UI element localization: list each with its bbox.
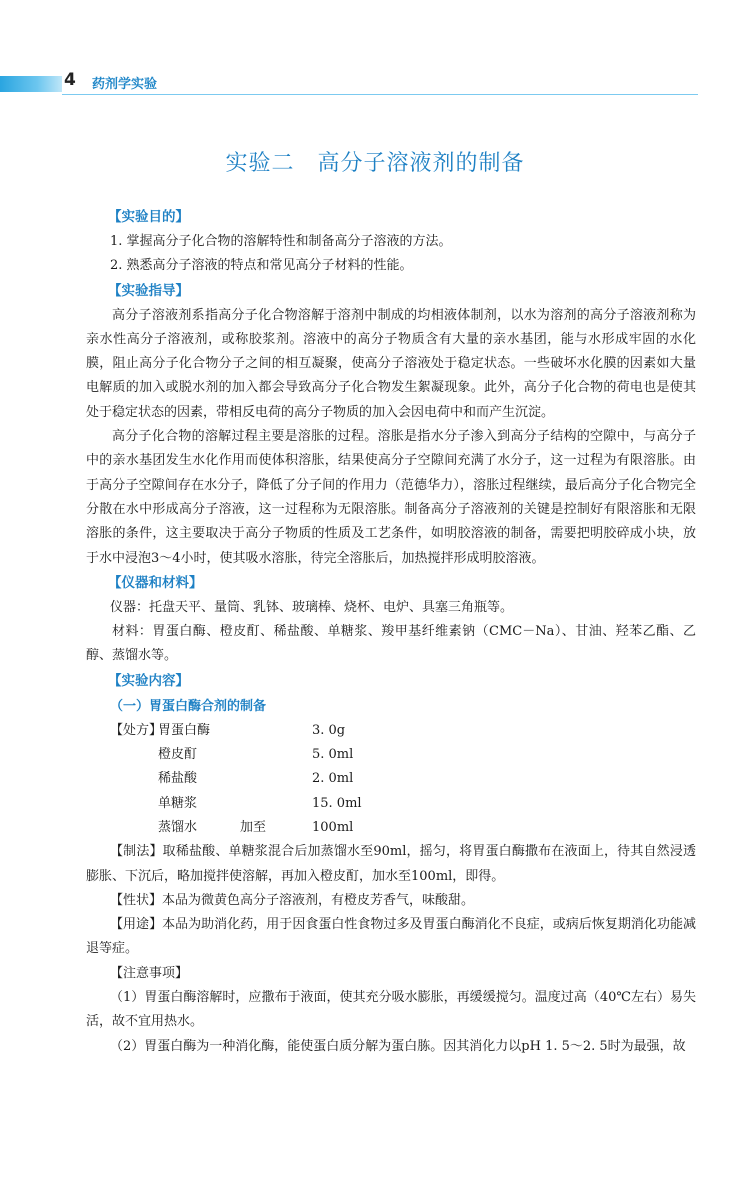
notes-heading: 【注意事项】 bbox=[110, 965, 189, 981]
ingredient-note bbox=[240, 719, 312, 743]
ingredient-qty: 100ml bbox=[312, 819, 354, 835]
section-heading-materials: 【仪器和材料】 bbox=[108, 574, 203, 591]
prescription-label: 【处方】 bbox=[110, 722, 163, 738]
ingredient-note bbox=[240, 767, 312, 791]
prescription-row bbox=[110, 792, 696, 816]
prescription-row bbox=[110, 816, 696, 840]
method-paragraph: 【制法】取稀盐酸、单糖浆混合后加蒸馏水至90ml，摇匀，将胃蛋白酶撒布在液面上，待其自然浸透膨胀、下沉后，略加搅拌使溶解，再加入橙皮酊，加水至100ml，即得。 bbox=[86, 844, 696, 884]
note-item-1: （1）胃蛋白酶溶解时，应撒布于液面，使其充分吸水膨胀，再缓缓搅匀。温度过高（40℃左右）易失活，故不宜用热水。 bbox=[86, 990, 696, 1030]
prescription-row bbox=[110, 767, 696, 791]
page-number: 4 bbox=[64, 70, 76, 90]
header-rule bbox=[62, 94, 698, 95]
usage-paragraph: 【用途】本品为助消化药，用于因食蛋白性食物过多及胃蛋白酶消化不良症，或病后恢复期消化功能减退等症。 bbox=[86, 917, 696, 957]
prescription-row bbox=[110, 743, 696, 767]
chapter-title: 实验二 高分子溶液剂的制备 bbox=[225, 151, 525, 176]
ingredient-note bbox=[240, 792, 312, 816]
note-item-2: （2）胃蛋白酶为一种消化酶，能使蛋白质分解为蛋白胨。因其消化力以pH 1. 5～2. 5时为最强，故 bbox=[110, 1038, 686, 1054]
properties-paragraph: 【性状】本品为微黄色高分子溶液剂，有橙皮芳香气，味酸甜。 bbox=[110, 892, 475, 908]
ingredient-qty: 15. 0ml bbox=[312, 795, 362, 811]
guidance-paragraph-1: 高分子溶液剂系指高分子化合物溶解于溶剂中制成的均相液体制剂，以水为溶剂的高分子溶液剂称为亲水性高分子溶液剂，或称胶浆剂。溶液中的高分子物质含有大量的亲水基团，能与水形成牢固的水化膜，阻止高分子化合物分子之间的相互凝聚，使高分子溶液处于稳定状态。一些破坏水化膜的因素如大量电解质的加入或脱水剂的加入都会导致高分子化合物发生絮凝现象。此外，高分子化合物的荷电也是使其处于稳定状态的因素，带相反电荷的高分子物质的加入会因电荷中和而产生沉淀。 bbox=[86, 307, 696, 420]
instruments-line: 仪器：托盘天平、量筒、乳钵、玻璃棒、烧杯、电炉、具塞三角瓶等。 bbox=[110, 599, 514, 615]
purpose-item-2: 2. 熟悉高分子溶液的特点和常见高分子材料的性能。 bbox=[110, 258, 413, 274]
guidance-paragraph-2: 高分子化合物的溶解过程主要是溶胀的过程。溶胀是指水分子渗入到高分子结构的空隙中，与高分子中的亲水基团发生水化作用而使体积溶胀，结果使高分子空隙间充满了水分子，这一过程为有限溶胀。由于高分子空隙间存在水分子，降低了分子间的作用力（范德华力），溶胀过程继续，最后高分子化合物完全分散在水中形成高分子溶液，这一过程称为无限溶胀。制备高分子溶液剂的关键是控制好有限溶胀和无限溶胀的条件，这主要取决于高分子物质的性质及工艺条件，如明胶溶液的制备，需要把明胶碎成小块，放于水中浸泡3～4小时，使其吸水溶胀，待完全溶胀后，加热搅拌形成明胶溶液。 bbox=[86, 429, 696, 566]
ingredient-note bbox=[240, 743, 312, 767]
prescription-table bbox=[110, 719, 696, 840]
purpose-item-1: 1. 掌握高分子化合物的溶解特性和制备高分子溶液的方法。 bbox=[110, 234, 452, 249]
prescription-row bbox=[110, 719, 696, 743]
section-heading-content: 【实验内容】 bbox=[108, 672, 189, 689]
running-title: 药剂学实验 bbox=[92, 77, 158, 92]
ingredient-note: 加至 bbox=[240, 819, 267, 835]
section-heading-guidance: 【实验指导】 bbox=[108, 282, 189, 299]
ingredient-qty: 5. 0ml bbox=[312, 747, 354, 763]
page-body bbox=[86, 205, 696, 1059]
ingredient-qty: 2. 0ml bbox=[312, 771, 354, 787]
ingredient-qty: 3. 0g bbox=[312, 722, 346, 738]
ingredient-name: 单糖浆 bbox=[158, 795, 198, 811]
ingredient-name: 蒸馏水 bbox=[158, 819, 198, 835]
subsection-heading: （一）胃蛋白酶合剂的制备 bbox=[110, 698, 267, 714]
header-accent-bar bbox=[0, 76, 62, 92]
ingredient-name: 橙皮酊 bbox=[158, 747, 198, 763]
section-heading-purpose: 【实验目的】 bbox=[108, 209, 189, 225]
reagents-line: 材料：胃蛋白酶、橙皮酊、稀盐酸、单糖浆、羧甲基纤维素钠（CMC－Na）、甘油、羟苯乙酯、乙醇、蒸馏水等。 bbox=[86, 624, 696, 664]
ingredient-name: 胃蛋白酶 bbox=[158, 722, 211, 738]
ingredient-name: 稀盐酸 bbox=[158, 771, 198, 787]
